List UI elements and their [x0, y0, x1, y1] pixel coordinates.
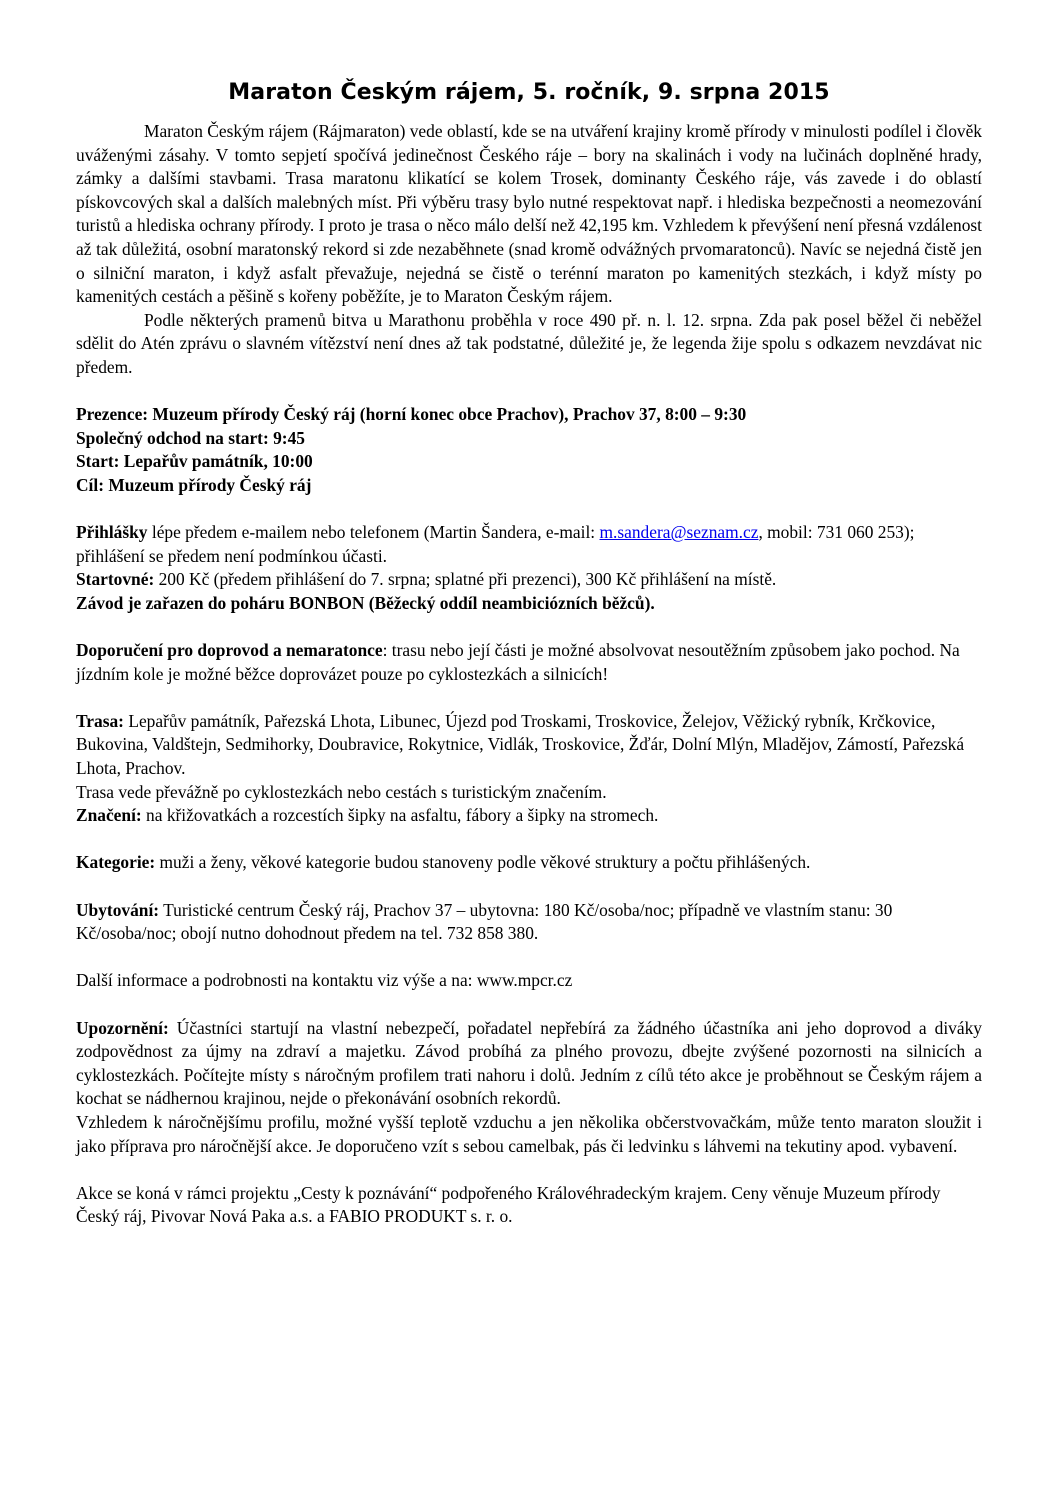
- schedule-finish: Cíl: Muzeum přírody Český ráj: [76, 474, 312, 495]
- spacer: [76, 875, 982, 899]
- warning-text: Účastníci startují na vlastní nebezpečí, pořadatel nepřebírá za žádného účastníka ani jeho doprovod a diváky zodpovědnost za újmy na zdraví a majetku. Závod probíhá za plného provozu, dbejte zvýšené pozornosti na silnicích a cyklostezkách. Počítejte místy s náročným profilem trati nahoru i dolů. Jedním z cílů této akce je proběhnout se Českým rájem a kochat se nádhernou krajinou, nejde o překonávání osobních rekordů.: [76, 1017, 982, 1109]
- marking-label: Značení:: [76, 805, 142, 826]
- route-note: Trasa vede převážně po cyklostezkách nebo cestách s turistickým značením.: [76, 781, 607, 802]
- schedule-prezence: Prezence: Muzeum přírody Český ráj (horní konec obce Prachov), Prachov 37, 8:00 – 9:30: [76, 404, 747, 425]
- intro-paragraph-2: Podle některých pramenů bitva u Marathonu proběhla v roce 490 př. n. l. 12. srpna. Zda pak posel běžel či neběžel sdělit do Atén zprávu o slavném vítězství není dnes až tak podstatné, důležité je, že legenda žije spolu s odkazem nevzdávat nic předem.: [76, 309, 982, 377]
- accommodation-paragraph: [76, 899, 982, 946]
- spacer: [76, 1158, 982, 1182]
- registration-label: Přihlášky: [76, 522, 148, 543]
- spacer: [76, 498, 982, 522]
- warning-paragraph: [76, 1017, 982, 1111]
- spacer: [76, 380, 982, 404]
- schedule-departure: Společný odchod na start: 9:45: [76, 427, 305, 448]
- recommendation-paragraph: [76, 639, 982, 686]
- accommodation-label: Ubytování:: [76, 899, 160, 920]
- fee-text: 200 Kč (předem přihlášení do 7. srpna; splatné při prezenci), 300 Kč přihlášení na místě.: [154, 569, 777, 590]
- registration-paragraph: [76, 521, 982, 568]
- warning-paragraph-2: Vzhledem k náročnějšímu profilu, možné vyšší teplotě vzduchu a jen několika občerstvovačkám, může tento maraton sloužit i jako příprava pro náročnější akce. Je doporučeno vzít s sebou camelbak, pás či ledvinku s láhvemi na tekutiny apod. vybavení.: [76, 1111, 982, 1156]
- more-info: Další informace a podrobnosti na kontaktu viz výše a na: www.mpcr.cz: [76, 970, 573, 991]
- spacer: [76, 686, 982, 710]
- recommendation-label: Doporučení pro doprovod a nemaratonce: [76, 640, 383, 661]
- route-label: Trasa:: [76, 710, 124, 731]
- spacer: [76, 828, 982, 852]
- marking-text: na křižovatkách a rozcestích šipky na asfaltu, fábory a šipky na stromech.: [141, 805, 659, 826]
- document-page: [76, 78, 982, 1229]
- closing-paragraph: Akce se koná v rámci projektu „Cesty k poznávání“ podpořeného Královéhradeckým krajem. Ceny věnuje Muzeum přírody Český ráj, Pivovar Nová Paka a.s. a FABIO PRODUKT s. r. o.: [76, 1182, 941, 1227]
- intro-paragraph-1: Maraton Českým rájem (Rájmaraton) vede oblastí, kde se na utváření krajiny kromě přírody v minulosti podílel i člověk uváženými zásahy. V tomto sepjetí spočívá jedinečnost Českého ráje – bory na skalinách i vody na lučinách doplněné hrady, zámky a dalšími stavbami. Trasa maratonu klikatící se kolem Trosek, dominanty Českého ráje, vás zavede i do oblastí pískovcových skal a dalších malebných míst. Při výběru trasy bylo nutné respektovat např. i hlediska bezpečnosti a neomezování turistů a hlediska ochrany přírody. I proto je trasa o něco málo delší než 42,195 km. Vzhledem k převýšení není přesná vzdálenost až tak důležitá, osobní maratonský rekord si zde nezaběhnete (snad kromě odvážných prvomaratonců). Navíc se nejedná čistě jen o silniční maraton, i když asfalt převažuje, nejedná se čistě o terénní maraton po kamenitých stezkách, i když místy po kamenitých cestách a pěšině s kořeny poběžíte, je to Maraton Českým rájem.: [76, 121, 982, 307]
- accommodation-text: Turistické centrum Český ráj, Prachov 37 – ubytovna: 180 Kč/osoba/noc; případně ve vlastním stanu: 30 Kč/osoba/noc; obojí nutno dohodnout předem na tel. 732 858 380.: [76, 899, 893, 944]
- registration-text-before: lépe předem e-mailem nebo telefonem (Martin Šandera, e-mail:: [147, 522, 600, 543]
- warning-label: Upozornění:: [76, 1017, 169, 1038]
- registration-text-after: , mobil: 731 060 253); přihlášení se předem není podmínkou účasti.: [76, 522, 915, 566]
- categories-text: muži a ženy, věkové kategorie budou stanoveny podle věkové struktury a počtu přihlášených.: [155, 852, 811, 873]
- schedule-start: Start: Lepařův památník, 10:00: [76, 451, 313, 472]
- fee-paragraph: [76, 568, 982, 592]
- email-link[interactable]: m.sandera@seznam.cz: [599, 522, 759, 543]
- marking-paragraph: [76, 804, 982, 828]
- recommendation-text: : trasu nebo její části je možné absolvovat nesoutěžním způsobem jako pochod. Na jízdním kole je možné běžce doprovázet pouze po cyklostezkách a silnicích!: [76, 640, 960, 684]
- spacer: [76, 615, 982, 639]
- fee-label: Startovné:: [76, 569, 155, 590]
- categories-paragraph: [76, 851, 982, 875]
- categories-label: Kategorie:: [76, 852, 156, 873]
- document-title: Maraton Českým rájem, 5. ročník, 9. srpna 2015: [228, 80, 830, 105]
- route-text: Lepařův památník, Pařezská Lhota, Libunec, Újezd pod Troskami, Troskovice, Želejov, Věžický rybník, Krčkovice, Bukovina, Valdštejn, Sedmihorky, Doubravice, Rokytnice, Vidlák, Troskovice, Žďár, Dolní Mlýn, Mladějov, Zámostí, Pařezská Lhota, Prachov.: [76, 710, 965, 779]
- route-paragraph: [76, 710, 982, 781]
- spacer: [76, 946, 982, 970]
- cup-note: Závod je zařazen do poháru BONBON (Běžecký oddíl neambiciózních běžců).: [76, 592, 655, 613]
- spacer: [76, 993, 982, 1017]
